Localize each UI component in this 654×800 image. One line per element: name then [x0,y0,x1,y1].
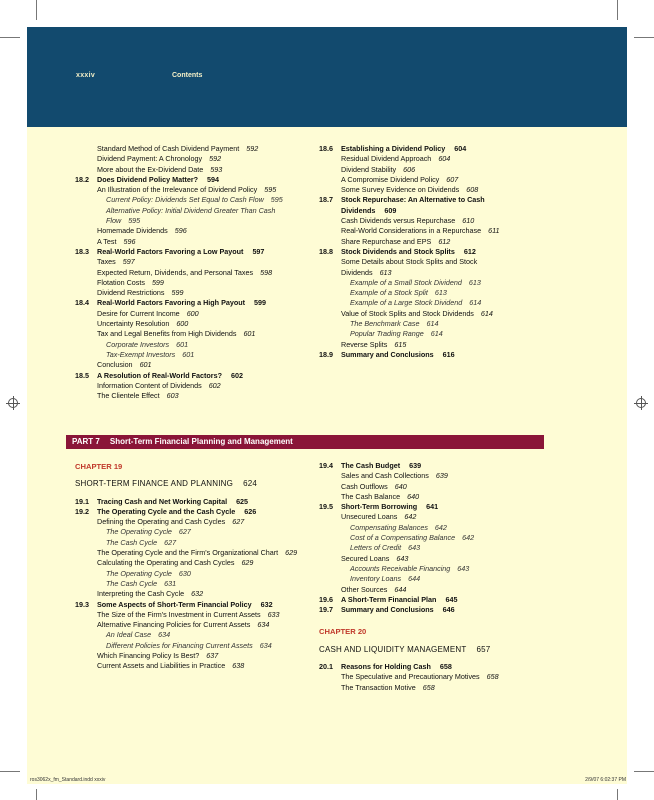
entry-page-number: 643 [457,563,470,573]
entry-title: Cash Dividends versus Repurchase [341,216,456,226]
toc-subsection-entry [75,237,301,247]
toc-subsubsection-entry [319,329,519,339]
entry-title: Sales and Cash Collections [341,471,429,481]
entry-title: Share Repurchase and EPS [341,236,432,246]
toc-subsection-entry [319,471,527,481]
entry-page-number: 596 [174,226,187,236]
entry-page-number: 638 [232,661,245,671]
entry-title: Dividend Stability [341,164,397,174]
section-number: 19.1 [75,496,89,506]
toc-section-entry [75,600,301,610]
toc-section-entry [319,461,527,471]
entry-page-number: 607 [446,174,459,184]
toc-subsection-entry [75,517,301,527]
entry-page-number: 602 [231,370,243,380]
entry-title: Example of a Small Stock Dividend [350,277,462,287]
entry-page-number: 600 [176,319,189,329]
entry-title: The Benchmark Case [350,319,420,329]
chapter-19-entries [75,497,301,672]
chapter-20-page: 657 [476,644,491,654]
toc-subsubsection-entry [319,533,527,543]
entry-title: Cost of a Compensating Balance [350,533,456,543]
toc-subsection-entry [75,309,301,319]
registration-mark-icon [8,398,18,408]
toc-subsection-entry [75,288,301,298]
entry-page-number: 643 [396,553,409,563]
entry-page-number: 606 [403,164,416,174]
toc-subsection-entry [319,309,519,319]
toc-section-entry [75,371,301,381]
entry-page-number: 658 [422,682,435,692]
entry-title: Does Dividend Policy Matter? [97,174,199,184]
entry-title: Standard Method of Cash Dividend Payment [97,144,240,153]
entry-page-number: 634 [158,630,171,640]
toc-subsection-entry [319,154,519,164]
entry-title: Accounts Receivable Financing [350,563,451,573]
entry-page-number: 639 [409,461,422,470]
crop-mark [0,771,20,772]
toc-subsection-entry [319,185,519,195]
toc-subsection-entry [75,548,301,558]
entry-page-number: 615 [394,339,407,349]
part-banner [66,435,544,449]
entry-title: Reasons for Holding Cash [341,662,431,672]
entry-title: A Compromise Dividend Policy [341,174,440,184]
toc-section-entry [319,195,519,216]
entry-page-number: 612 [438,236,451,246]
toc-subsection-entry [319,554,527,564]
entry-title: The Cash Balance [341,491,401,501]
entry-page-number: 639 [435,471,448,481]
crop-mark [0,37,20,38]
toc-subsection-entry [319,257,519,278]
entry-title: Inventory Loans [350,574,402,584]
toc-section-entry [319,502,527,512]
toc-subsubsection-entry [319,298,519,308]
entry-title: Uncertainty Resolution [97,319,170,329]
toc-subsection-entry [75,226,301,236]
entry-title: Taxes [97,257,116,267]
toc-subsubsection-entry [319,523,527,533]
entry-page-number: 614 [430,329,443,339]
entry-title: Corporate Investors [106,339,170,349]
toc-subsection-entry [75,185,301,195]
entry-page-number: 614 [426,319,439,329]
entry-page-number: 637 [206,651,219,661]
entry-page-number: 604 [438,154,451,164]
entry-page-number: 611 [488,226,500,236]
toc-subsection-entry [319,226,519,236]
crop-mark [617,789,618,800]
running-header-title: Contents [172,72,203,79]
entry-title: Alternative Policy: Initial Dividend Greater Than Cash Flow [106,205,276,226]
entry-page-number: 642 [462,533,475,543]
entry-title: An Ideal Case [106,630,152,640]
page-number: xxxiv [76,72,96,79]
entry-title: Defining the Operating and Cash Cycles [97,517,226,527]
toc-section-entry [75,298,301,308]
toc-subsection-entry [75,620,301,630]
toc-subsubsection-entry [75,206,301,227]
section-number: 19.6 [319,594,333,604]
entry-title: The Cash Budget [341,461,401,470]
toc-subsubsection-entry [75,630,301,640]
entry-page-number: 594 [207,174,220,184]
chapter-19-title-text: SHORT-TERM FINANCE AND PLANNING [75,479,234,489]
entry-title: Stock Repurchase: An Alternative to Cash Dividends [341,195,485,215]
entry-title: Conclusion [97,360,133,370]
entry-page-number: 625 [236,496,249,506]
toc-column-bottom-left [75,462,301,672]
entry-page-number: 627 [178,527,191,537]
entry-title: Summary and Conclusions [341,349,434,359]
entry-page-number: 645 [445,594,458,604]
entry-page-number: 646 [442,605,455,615]
entry-page-number: 634 [259,640,272,650]
entry-title: Interpreting the Cash Cycle [97,589,185,599]
crop-mark [634,37,654,38]
entry-page-number: 595 [270,195,283,205]
toc-subsubsection-entry [319,288,519,298]
entry-title: Other Sources [341,584,388,594]
toc-subsubsection-entry [75,340,301,350]
entry-page-number: 644 [408,574,421,584]
entry-title: Some Details about Stock Splits and Stock Dividends [341,257,478,277]
toc-subsection-entry [75,329,301,339]
entry-page-number: 613 [468,277,481,287]
entry-title: Real-World Factors Favoring a Low Payout [97,246,244,256]
toc-subsection-entry [75,610,301,620]
toc-subsubsection-entry [75,350,301,360]
section-number: 18.7 [319,195,333,205]
entry-title: The Speculative and Precautionary Motives [341,672,480,682]
toc-column-top-left [75,144,301,401]
entry-title: Desire for Current Income [97,308,180,318]
toc-subsubsection-entry [319,564,527,574]
toc-subsection-entry [75,319,301,329]
toc-subsection-entry [75,165,301,175]
crop-mark [617,0,618,20]
entry-title: The Transaction Motive [341,682,416,692]
entry-title: Different Policies for Financing Current Assets [106,640,253,650]
entry-title: Popular Trading Range [350,329,424,339]
crop-mark [36,0,37,20]
toc-section-entry [75,175,301,185]
chapter-20-entries [319,662,527,693]
entry-title: Expected Return, Dividends, and Personal Taxes [97,267,254,277]
crop-mark [36,789,37,800]
entry-page-number: 616 [442,349,455,359]
toc-subsection-entry [75,144,301,154]
entry-title: Dividend Restrictions [97,288,165,298]
entry-page-number: 610 [462,216,475,226]
entry-title: Summary and Conclusions [341,605,434,615]
entry-title: Real-World Considerations in a Repurchase [341,226,482,236]
entry-page-number: 644 [394,584,407,594]
entry-page-number: 603 [166,391,179,401]
toc-subsubsection-entry [319,574,527,584]
entry-page-number: 598 [260,267,273,277]
chapter-19-entries-continued [319,461,527,615]
entry-title: More about the Ex-Dividend Date [97,164,204,174]
entry-page-number: 613 [379,267,392,277]
entry-title: Tax and Legal Benefits from High Dividends [97,329,237,339]
entry-title: A Resolution of Real-World Factors? [97,370,222,380]
entry-page-number: 642 [434,522,447,532]
toc-subsection-entry [75,154,301,164]
entry-page-number: 626 [244,506,257,516]
entry-page-number: 609 [384,205,397,215]
entry-title: The Operating Cycle and the Cash Cycle [97,506,236,516]
toc-subsection-entry [75,381,301,391]
entry-page-number: 614 [469,298,482,308]
entry-page-number: 593 [210,164,223,174]
toc-section-entry [319,605,527,615]
entry-page-number: 601 [243,329,256,339]
toc-subsection-entry [75,558,301,568]
toc-subsection-entry [319,340,519,350]
entry-title: The Cash Cycle [106,537,158,547]
chapter-19-label: CHAPTER 19 [75,462,123,471]
entry-page-number: 601 [139,360,152,370]
entry-title: The Clientele Effect [97,391,160,401]
entry-title: Homemade Dividends [97,226,168,236]
chapter-19-page: 624 [243,479,258,489]
entry-page-number: 658 [439,662,452,672]
entry-title: Which Financing Policy Is Best? [97,651,200,661]
entry-page-number: 613 [434,288,447,298]
chapter-20-title-text: CASH AND LIQUIDITY MANAGEMENT [319,644,467,654]
toc-subsection-entry [75,651,301,661]
toc-section-entry [75,507,301,517]
section-number: 18.5 [75,370,89,380]
entry-page-number: 596 [123,236,136,246]
entry-title: Tax-Exempt Investors [106,349,176,359]
toc-subsection-entry [319,492,527,502]
entry-page-number: 599 [254,298,267,308]
entry-title: Short-Term Borrowing [341,502,418,512]
entry-page-number: 599 [171,288,184,298]
toc-subsubsection-entry [319,319,519,329]
toc-subsection-entry [319,482,527,492]
entry-page-number: 632 [260,599,273,609]
toc-subsection-entry [75,257,301,267]
entry-title: Real-World Factors Favoring a High Payout [97,298,246,308]
chapter-20-title [319,645,527,655]
entry-page-number: 642 [404,512,417,522]
entry-page-number: 601 [176,339,189,349]
entry-title: Some Aspects of Short-Term Financial Policy [97,599,252,609]
entry-title: Some Survey Evidence on Dividends [341,185,460,195]
toc-section-entry [319,350,519,360]
part-title: Short-Term Financial Planning and Management [109,437,293,446]
entry-page-number: 627 [164,537,177,547]
section-number: 18.3 [75,246,89,256]
entry-page-number: 595 [264,185,277,195]
entry-title: Secured Loans [341,553,390,563]
entry-page-number: 631 [164,578,177,588]
section-number: 19.2 [75,506,89,516]
entry-page-number: 629 [241,558,254,568]
entry-title: The Cash Cycle [106,578,158,588]
toc-subsection-entry [75,278,301,288]
entry-page-number: 632 [191,589,204,599]
toc-subsubsection-entry [75,641,301,651]
entry-page-number: 630 [178,568,191,578]
entry-page-number: 597 [122,257,135,267]
toc-subsection-entry [319,237,519,247]
footer-file-info: ros3062x_fm_Standard.indd xxxiv [30,777,106,783]
toc-subsection-entry [75,268,301,278]
toc-section-entry [75,247,301,257]
entry-page-number: 640 [407,491,420,501]
entry-page-number: 604 [454,144,467,153]
entry-page-number: 658 [486,672,499,682]
entry-page-number: 600 [186,308,199,318]
toc-subsection-entry [319,165,519,175]
entry-title: Calculating the Operating and Cash Cycles [97,558,235,568]
section-number: 19.4 [319,461,333,470]
entry-title: The Operating Cycle [106,527,172,537]
toc-subsubsection-entry [319,278,519,288]
toc-subsection-entry [75,589,301,599]
section-number: 18.4 [75,298,89,308]
entry-title: Tracing Cash and Net Working Capital [97,496,228,506]
entry-title: Stock Dividends and Stock Splits [341,246,455,256]
header-band [27,27,627,127]
toc-column-bottom-right [319,461,527,693]
entry-page-number: 602 [208,380,221,390]
entry-title: Dividend Payment: A Chronology [97,154,203,164]
section-number: 20.1 [319,662,333,672]
toc-subsection-entry [319,175,519,185]
entry-page-number: 595 [128,216,141,226]
entry-title: Residual Dividend Approach [341,154,432,164]
toc-subsubsection-entry [75,569,301,579]
entry-page-number: 592 [246,144,259,153]
crop-mark [634,771,654,772]
toc-subsection-entry [319,585,527,595]
entry-title: Reverse Splits [341,339,388,349]
entry-title: The Operating Cycle [106,568,172,578]
entry-page-number: 634 [257,620,270,630]
toc-section-entry [319,595,527,605]
entry-title: Compensating Balances [350,522,428,532]
section-number: 19.5 [319,502,333,512]
entry-title: Current Assets and Liabilities in Practice [97,661,226,671]
toc-section-entry [319,144,519,154]
entry-title: Example of a Large Stock Dividend [350,298,463,308]
toc-subsection-entry [75,391,301,401]
toc-subsubsection-entry [75,527,301,537]
entry-page-number: 641 [426,502,439,512]
toc-subsection-entry [75,360,301,370]
entry-page-number: 614 [480,308,493,318]
section-number: 18.2 [75,174,89,184]
toc-subsubsection-entry [75,579,301,589]
footer-timestamp: 2/9/07 6:02:37 PM [585,777,626,783]
section-number: 18.9 [319,349,333,359]
toc-column-top-right [319,144,519,360]
toc-subsection-entry [319,512,527,522]
toc-subsection-entry [75,661,301,671]
entry-page-number: 629 [285,548,298,558]
entry-title: Letters of Credit [350,543,402,553]
entry-title: Flotation Costs [97,277,145,287]
entry-page-number: 627 [232,517,245,527]
section-number: 19.7 [319,605,333,615]
entry-page-number: 597 [252,246,265,256]
entry-page-number: 633 [267,609,280,619]
toc-section-entry [319,662,527,672]
toc-section-entry [75,497,301,507]
entry-title: A Test [97,236,117,246]
chapter-19-title [75,479,301,489]
section-number: 18.8 [319,246,333,256]
entry-page-number: 612 [463,246,476,256]
entry-title: Alternative Financing Policies for Current Assets [97,620,251,630]
chapter-20-label: CHAPTER 20 [319,627,367,637]
registration-mark-icon [636,398,646,408]
section-number: 19.3 [75,599,89,609]
section-number: 18.6 [319,144,333,153]
entry-title: The Size of the Firm's Investment in Current Assets [97,609,261,619]
entry-title: A Short-Term Financial Plan [341,594,437,604]
entry-title: Establishing a Dividend Policy [341,144,446,153]
toc-subsection-entry [319,216,519,226]
entry-page-number: 592 [209,154,222,164]
entry-title: Value of Stock Splits and Stock Dividends [341,308,474,318]
entry-title: Cash Outflows [341,481,388,491]
entry-title: Current Policy: Dividends Set Equal to Cash Flow [106,195,264,205]
entry-page-number: 643 [408,543,421,553]
entry-page-number: 599 [151,277,164,287]
part-label: PART 7 [72,437,100,446]
toc-subsubsection-entry [75,195,301,205]
toc-section-entry [319,247,519,257]
entry-title: Information Content of Dividends [97,380,202,390]
toc-subsection-entry [319,672,527,682]
entry-title: Unsecured Loans [341,512,398,522]
toc-subsubsection-entry [319,543,527,553]
entry-page-number: 640 [394,481,407,491]
entry-page-number: 601 [182,349,195,359]
entry-page-number: 608 [466,185,479,195]
toc-subsection-entry [319,683,527,693]
toc-subsubsection-entry [75,538,301,548]
entry-title: Example of a Stock Split [350,288,428,298]
entry-title: The Operating Cycle and the Firm's Organizational Chart [97,548,279,558]
entry-title: An Illustration of the Irrelevance of Dividend Policy [97,185,258,195]
